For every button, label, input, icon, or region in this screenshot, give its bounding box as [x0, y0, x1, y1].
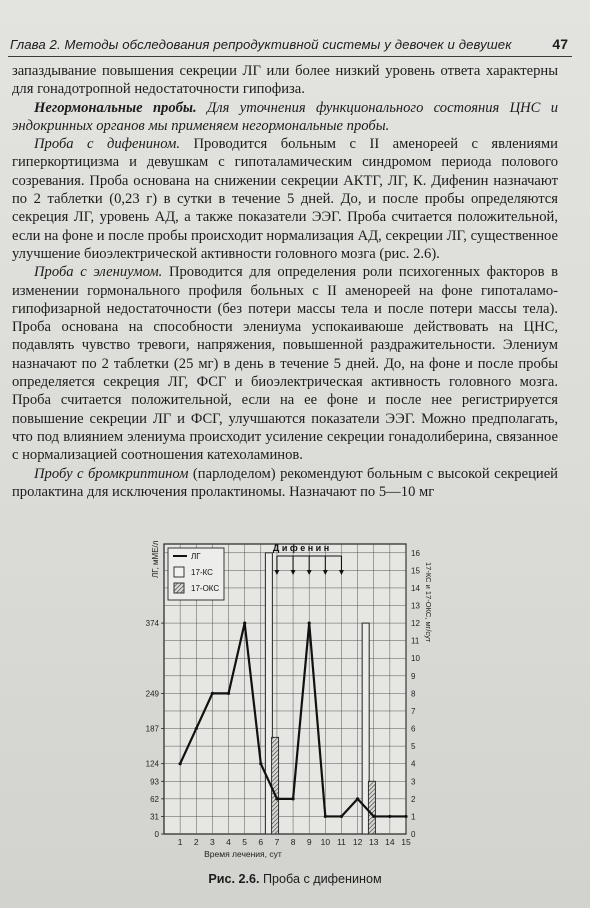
y-right-tick-label: 2	[411, 794, 416, 804]
y-right-tick-label: 9	[411, 671, 416, 681]
legend-label: 17-КС	[191, 568, 213, 577]
legend-swatch-hatched	[174, 583, 184, 593]
lh-point	[404, 815, 407, 818]
paragraph-4-text: Проводится для определения роли психогенных факторов в изменении гормонального профиля больных с II аменореей на фоне гипоталамо-гипофизарной недостаточности (без потери массы тела и после потери массы тела). Проба основана на способности элениума успокаиваюше действовать на ЦНС, подавлять чувство тревоги, напряжения, повышенной раздражительности. Элениум назначают по 2 таблетки (25 мг) в день в течение 5 дней. До, на фоне и после пробы определяется секреция ЛГ, ФСГ и биоэлектрическая активность головного мозга. Проба считается положительной, если на ее фоне и после нее регистрируется повышение секреции ЛГ и ФСГ, улучшаются показатели ЭЭГ. Можно предполагать, что под влиянием элениума происходит усиление секреции гонадолиберина, связанное с нормализацией соотношения катехоламинов.	[12, 264, 559, 464]
paragraph-1	[12, 62, 558, 99]
x-tick-label: 15	[401, 837, 411, 847]
figure-chart	[120, 530, 450, 870]
y-left-tick-label: 31	[150, 812, 159, 822]
lh-point	[372, 815, 375, 818]
lh-point	[211, 692, 214, 695]
lh-point	[356, 797, 359, 800]
paragraph-5-text: (парлоделом) рекомендуют больным с высокой секрецией пролактина для исключения пролактиномы. Назначают по 5—10 мг	[12, 465, 558, 500]
lh-point	[227, 692, 230, 695]
y-left-axis-label: ЛГ, мМЕ/л	[151, 540, 160, 578]
bar-17oks	[272, 737, 279, 834]
x-tick-label: 3	[210, 837, 215, 847]
lh-point	[324, 815, 327, 818]
y-right-tick-label: 14	[411, 583, 420, 593]
y-right-tick-label: 10	[411, 654, 420, 664]
y-right-tick-label: 4	[411, 759, 416, 769]
lh-point	[195, 727, 198, 730]
paragraph-1-text: запаздывание повышения секреции ЛГ или более низкий уровень ответа характерны для гонадотропной недостаточности гипофиза.	[12, 63, 558, 98]
y-left-tick-label: 374	[145, 619, 159, 629]
paragraph-3	[12, 135, 558, 263]
y-right-tick-label: 7	[411, 706, 416, 716]
paragraph-5-lead: Пробу с бромкриптином	[34, 465, 189, 482]
y-right-tick-label: 3	[411, 777, 416, 787]
y-right-tick-label: 15	[411, 566, 420, 576]
paragraph-2-lead: Негормональные пробы.	[34, 99, 197, 116]
x-tick-label: 11	[337, 837, 346, 847]
x-tick-label: 10	[320, 837, 331, 847]
x-tick-label: 9	[306, 837, 312, 847]
x-axis-label: Время лечения, сут	[204, 849, 282, 859]
page-number: 47	[552, 36, 568, 52]
y-right-tick-label: 12	[411, 619, 420, 629]
paragraph-4	[12, 263, 558, 464]
y-right-tick-label: 13	[411, 601, 420, 611]
paragraph-5	[12, 465, 558, 502]
x-tick-label: 14	[385, 837, 395, 847]
lh-point	[259, 762, 262, 765]
y-right-axis-label: 17-КС и 17-ОКС, мг/сут	[424, 562, 433, 643]
x-tick-label: 2	[193, 837, 199, 847]
lh-point	[291, 797, 294, 800]
y-left-tick-label: 93	[150, 777, 159, 787]
paragraph-3-text: Проводится больным с II аменореей с явлениями гиперкортицизма и девушкам с гипоталамическим синдромом периода полового созревания. Проба основана на снижении секреции АКТГ, ЛГ, К. Дифенин назначают по 2 таблетки (0,23 г) в сутки в течение 5 дней. До, и после пробы определяются секреция ЛГ, уровень АД, а также показатели ЭЭГ. Проба считается положительной, если на фоне и после пробы происходит нормализация АД, секреции ЛГ, существенное улучшение биоэлектрической активности головного мозга (рис. 2.6).	[12, 136, 558, 262]
lh-point	[308, 621, 311, 624]
x-tick-label: 6	[258, 837, 264, 847]
y-right-tick-label: 16	[411, 548, 420, 558]
x-tick-label: 5	[242, 837, 248, 847]
paragraph-4-lead: Проба с элениумом.	[34, 264, 163, 281]
y-right-tick-label: 6	[411, 724, 416, 734]
y-left-tick-label: 124	[145, 759, 159, 769]
treatment-label: Д и ф е н и н	[272, 543, 330, 553]
running-header	[8, 34, 572, 57]
x-tick-label: 8	[290, 837, 296, 847]
y-right-tick-label: 0	[411, 830, 416, 839]
lh-point	[388, 815, 391, 818]
caption-text: Проба с дифенином	[259, 872, 382, 886]
chapter-title: Глава 2. Методы обследования репродуктивной системы у девочек и девушек	[10, 37, 512, 52]
x-tick-label: 4	[226, 837, 231, 847]
x-tick-label: 7	[274, 837, 280, 847]
chart-svg	[120, 530, 450, 870]
caption-number: Рис. 2.6.	[208, 872, 260, 886]
lh-point	[275, 797, 278, 800]
legend-label: ЛГ	[191, 552, 201, 561]
x-tick-label: 12	[352, 837, 363, 847]
x-tick-label: 1	[177, 837, 183, 847]
paragraph-2-text: Для уточнения функционального состояния ЦНС и эндокринных органов мы применяем негормональные пробы.	[12, 99, 558, 134]
y-left-tick-label: 62	[150, 794, 159, 804]
y-right-tick-label: 8	[411, 689, 416, 699]
paragraph-2	[12, 99, 558, 136]
y-left-tick-label: 187	[145, 724, 159, 734]
bar-17oks	[368, 781, 375, 834]
y-left-tick-label: 0	[154, 830, 159, 839]
x-tick-label: 13	[368, 837, 379, 847]
y-right-tick-label: 11	[411, 636, 420, 646]
legend-swatch-open	[174, 567, 184, 577]
lh-point	[243, 621, 246, 624]
body-text	[12, 62, 558, 501]
y-left-tick-label: 249	[145, 689, 159, 699]
paragraph-3-lead: Проба с дифенином.	[34, 136, 180, 153]
lh-point	[179, 762, 182, 765]
y-right-tick-label: 5	[411, 742, 416, 752]
legend-label: 17-ОКС	[191, 584, 220, 593]
lh-point	[340, 815, 343, 818]
figure-caption	[0, 872, 590, 886]
y-right-tick-label: 1	[411, 812, 416, 822]
